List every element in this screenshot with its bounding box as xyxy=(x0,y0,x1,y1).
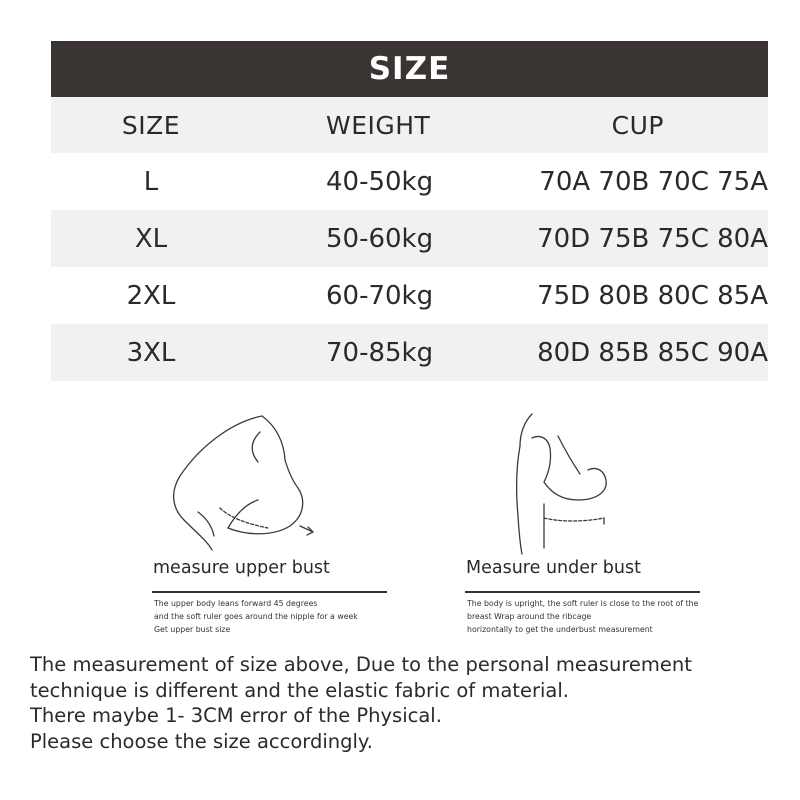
cell-weight: 40-50kg xyxy=(326,166,434,197)
upper-bust-divider xyxy=(152,591,387,593)
size-table xyxy=(51,41,768,381)
cell-size: 3XL xyxy=(126,337,176,368)
instruction-line: The body is upright, the soft ruler is close to the root of the xyxy=(467,599,699,608)
cell-cup: 70A 70B 70C 75A xyxy=(539,166,768,197)
header-cup: CUP xyxy=(611,110,664,140)
cell-weight: 50-60kg xyxy=(326,223,434,254)
note-line: technique is different and the elastic fabric of material. xyxy=(30,678,569,702)
under-bust-divider xyxy=(465,591,700,593)
under-bust-figure-icon xyxy=(500,408,630,558)
instruction-line: breast Wrap around the ribcage xyxy=(467,612,592,621)
upper-bust-figure-icon xyxy=(150,408,390,558)
instruction-line: and the soft ruler goes around the nipple for a week xyxy=(154,612,358,621)
header-weight: WEIGHT xyxy=(326,110,431,140)
upper-bust-caption: measure upper bust xyxy=(153,558,330,578)
table-row xyxy=(51,324,768,381)
instruction-line: horizontally to get the underbust measurement xyxy=(467,625,653,634)
table-title: SIZE xyxy=(51,41,768,97)
note-line: The measurement of size above, Due to the personal measurement xyxy=(30,653,692,676)
cell-weight: 60-70kg xyxy=(326,280,434,311)
cell-cup: 80D 85B 85C 90A xyxy=(537,337,768,368)
cell-cup: 75D 80B 80C 85A xyxy=(537,280,768,311)
cell-size: L xyxy=(143,166,159,197)
under-bust-instructions xyxy=(467,597,698,636)
cell-cup: 70D 75B 75C 80A xyxy=(537,223,768,254)
cell-weight: 70-85kg xyxy=(326,337,434,368)
table-header-row xyxy=(51,97,768,153)
table-row xyxy=(51,153,768,210)
upper-bust-instructions xyxy=(154,597,358,636)
note-line: Please choose the size accordingly. xyxy=(30,729,373,753)
cell-size: 2XL xyxy=(126,280,176,311)
measurement-note xyxy=(30,652,795,754)
instruction-line: Get upper bust size xyxy=(154,625,231,634)
table-row xyxy=(51,210,768,267)
under-bust-caption: Measure under bust xyxy=(466,558,641,578)
cell-size: XL xyxy=(134,223,168,254)
header-size: SIZE xyxy=(121,110,181,140)
note-line: There maybe 1- 3CM error of the Physical. xyxy=(30,704,442,727)
table-row xyxy=(51,267,768,324)
instruction-line: The upper body leans forward 45 degrees xyxy=(154,599,318,608)
